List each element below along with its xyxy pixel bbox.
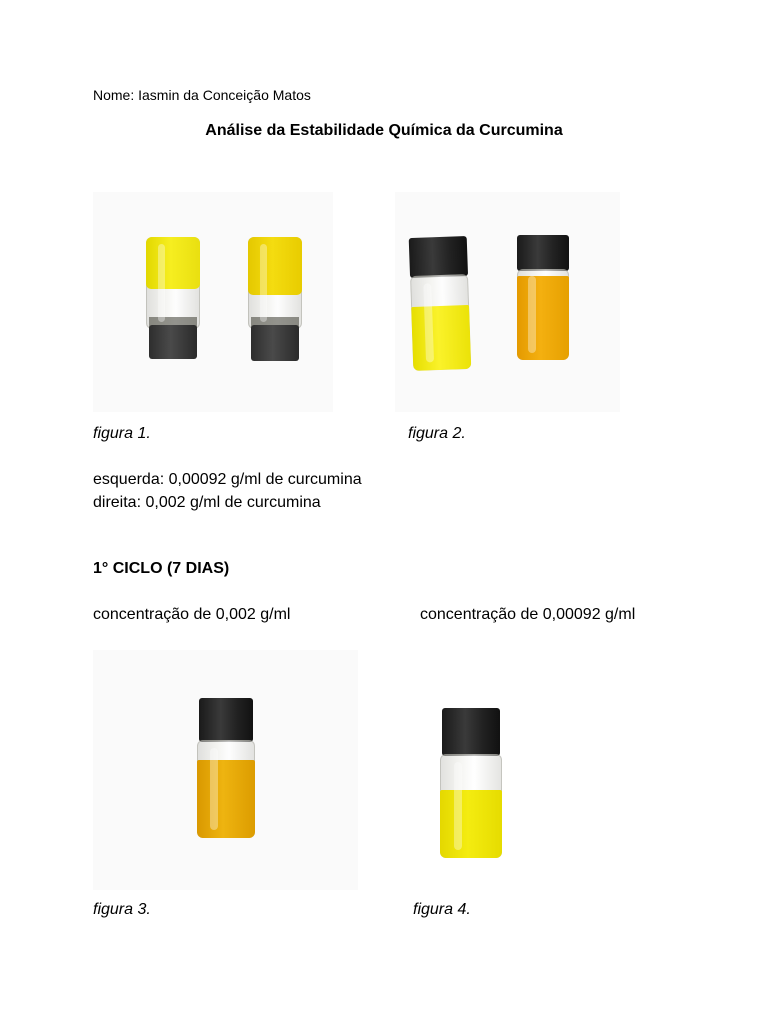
figure-2-caption: figura 2. [408, 425, 466, 442]
figure-1-caption: figura 1. [93, 425, 151, 442]
vial-upright-left [409, 236, 472, 371]
student-name: Nome: Iasmin da Conceição Matos [93, 87, 311, 103]
legend-left: esquerda: 0,00092 g/ml de curcumina [93, 471, 362, 488]
concentration-label-right: concentração de 0,00092 g/ml [420, 606, 636, 623]
vial-yellow [440, 708, 502, 858]
vial-inverted-left [146, 237, 200, 362]
vial-inverted-right [248, 237, 302, 364]
figure-1-photo [93, 192, 333, 412]
figure-3-caption: figura 3. [93, 901, 151, 918]
concentration-label-left: concentração de 0,002 g/ml [93, 606, 291, 623]
vial-upright-right [517, 235, 569, 360]
figure-4-caption: figura 4. [413, 901, 471, 918]
legend-right: direita: 0,002 g/ml de curcumina [93, 494, 321, 511]
document-title: Análise da Estabilidade Química da Curcumina [205, 122, 563, 139]
figure-3-photo [93, 650, 358, 890]
vial-orange [197, 698, 255, 838]
figure-2-photo [395, 192, 620, 412]
figure-4-photo [410, 650, 580, 890]
cycle-heading: 1° CICLO (7 DIAS) [93, 560, 230, 577]
